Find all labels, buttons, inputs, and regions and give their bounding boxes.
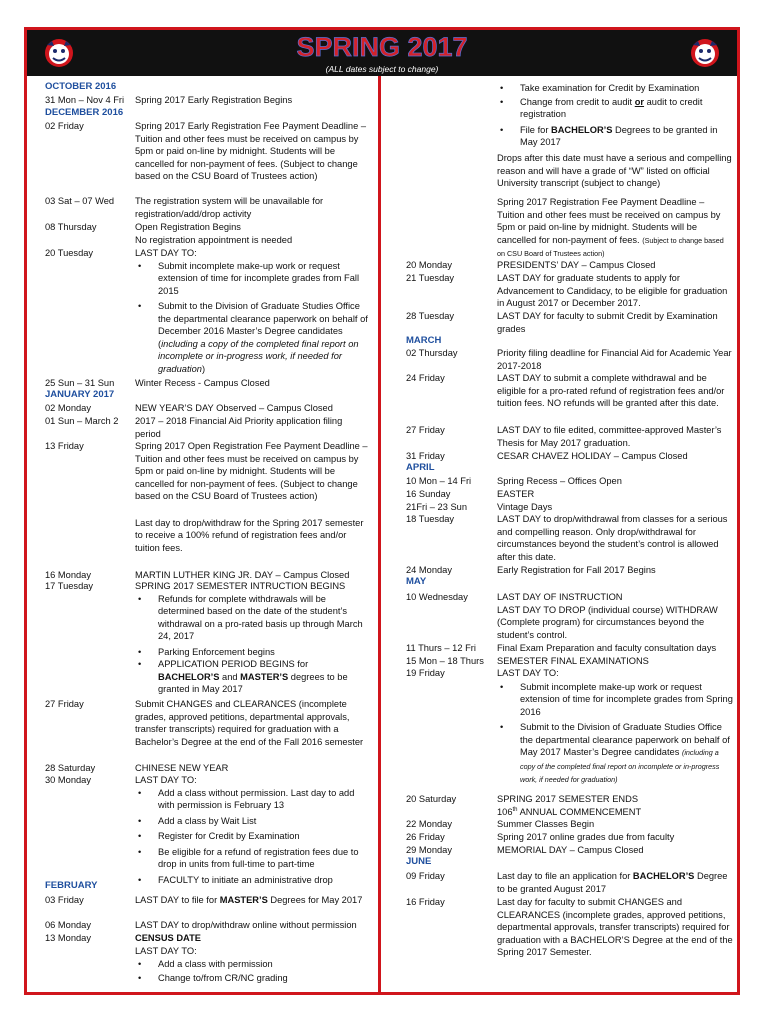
bullet-item xyxy=(135,658,369,696)
entry-line: SPRING 2017 SEMESTER INTRUCTION BEGINS xyxy=(135,581,346,591)
entry-text: LAST DAY to submit a complete withdrawal and be eligible for a pro-rated refund of registration fees and/or tuition fees. NO refunds will be granted after this date. xyxy=(497,373,725,408)
bullet-note: including a copy of the completed final report on incomplete or in-progress work, if needed for graduation xyxy=(158,338,359,374)
bullet-list xyxy=(135,787,369,887)
entry-line: LAST DAY TO: xyxy=(135,248,197,258)
bullet-bold: BACHELOR’S xyxy=(551,124,613,135)
entry-text: LAST DAY for faculty to submit Credit by Examination grades xyxy=(497,311,718,334)
entry-line: Open Registration Begins xyxy=(135,222,241,232)
entry-text: Submit CHANGES and CLEARANCES (incomplete grades, approved petitions, departmental approvals, transfer transcripts) required for graduation with a Bachelor’s Degree at the end of the Fall 2016 semester xyxy=(135,699,364,747)
bullet-item: • Add a class with permission xyxy=(135,958,369,971)
entry-date: 30 Monday xyxy=(45,775,91,785)
entry-note: (Subject to change based on CSU Board of Trustees action) xyxy=(497,235,724,258)
entry-date: 27 Friday xyxy=(406,425,445,435)
entry-date: 26 Friday xyxy=(406,832,445,842)
entry-bold: MASTER’S xyxy=(219,895,268,905)
entry-date: 21Fri – 23 Sun xyxy=(406,502,467,512)
entry-date: 16 Sunday xyxy=(406,489,451,499)
entry-line: LAST DAY TO: xyxy=(135,775,197,785)
entry-bold: BACHELOR’S xyxy=(632,871,695,881)
bullet-item xyxy=(497,96,733,121)
entry-text xyxy=(497,591,733,641)
entry-text: NEW YEAR’S DAY Observed – Campus Closed xyxy=(135,403,333,413)
entry-date: 21 Tuesday xyxy=(406,273,455,283)
entry-date: 03 Sat – 07 Wed xyxy=(45,196,115,206)
entry-date: 02 Thursday xyxy=(406,348,458,358)
entry-text: Spring Recess – Offices Open xyxy=(497,476,622,486)
bullet-list xyxy=(497,681,733,787)
entry-text: CHINESE NEW YEAR xyxy=(135,763,229,773)
bullet-item: • Be eligible for a refund of registration fees due to drop in units from full-time to part-time xyxy=(135,846,369,871)
entry-date: 28 Saturday xyxy=(45,763,96,773)
entry-date: 22 Monday xyxy=(406,819,452,829)
entry-line: LAST DAY TO: xyxy=(497,668,559,678)
entry-text: Winter Recess - Campus Closed xyxy=(135,378,270,388)
header-bar xyxy=(27,30,737,76)
bullet-note: (including a copy of the completed final report on incomplete or in-progress work, if needed for graduation) xyxy=(520,748,720,784)
entry-text: Vintage Days xyxy=(497,502,553,512)
bullet-text-end: ) xyxy=(201,363,206,374)
entry-date: 10 Wednesday xyxy=(406,592,468,602)
census-date: CENSUS DATE xyxy=(135,933,201,943)
month-label: JANUARY 2017 xyxy=(45,389,115,400)
bullet-item xyxy=(135,300,369,375)
entry-date: 13 Friday xyxy=(45,441,84,451)
month-label: MARCH xyxy=(406,335,442,346)
entry-date: 16 Monday xyxy=(45,570,91,580)
entry-text xyxy=(135,247,369,375)
entry-text: LAST DAY to drop/withdraw online without permission xyxy=(135,920,357,930)
entry-date: 24 Monday xyxy=(406,565,452,575)
bullet-item: • Parking Enforcement begins xyxy=(135,646,369,659)
bullet-item xyxy=(497,721,733,787)
entry-date: 06 Monday xyxy=(45,920,91,930)
entry-date: 24 Friday xyxy=(406,373,445,383)
bullet-text: and xyxy=(219,671,241,682)
entry-date: 17 Tuesday xyxy=(45,581,94,591)
entry-date: 11 Thurs – 12 Fri xyxy=(406,643,476,653)
column-divider xyxy=(378,76,381,992)
bullet-bold: BACHELOR’S xyxy=(158,671,220,682)
entry-text: Drops after this date must have a serious and compelling reason and will have a grade of “W” listed on official University transcript (subject to change) xyxy=(497,153,732,188)
entry-text-part: LAST DAY to file for xyxy=(135,895,220,905)
entry-date: 28 Tuesday xyxy=(406,311,455,321)
entry-text: SEMESTER FINAL EXAMINATIONS xyxy=(497,656,649,666)
entry-date: 18 Tuesday xyxy=(406,514,455,524)
entry-text: Spring 2017 Early Registration Fee Payment Deadline – Tuition and other fees must be received on campus by 5pm or paid on-line by midnight. Students will be cancelled for non-payment of fees. (Subject to change based on the CSU Board of Trustees action) xyxy=(135,121,367,181)
entry-text xyxy=(497,82,733,149)
entry-date: 02 Monday xyxy=(45,403,91,413)
month-label: APRIL xyxy=(406,462,435,473)
entry-date: 01 Sun – March 2 xyxy=(45,416,119,426)
entry-text: CESAR CHAVEZ HOLIDAY – Campus Closed xyxy=(497,451,688,461)
bullet-item: • Submit incomplete make-up work or request extension of time for incomplete grades from Fall 2015 xyxy=(135,260,369,298)
entry-text-part: ANNUAL COMMENCEMENT xyxy=(517,806,642,817)
page-subtitle: (ALL dates subject to change) xyxy=(325,64,439,74)
entry-line: No registration appointment is needed xyxy=(135,234,293,245)
entry-text: Final Exam Preparation and faculty consultation days xyxy=(497,643,717,653)
bullet-bold: or xyxy=(634,96,645,107)
entry-date: 02 Friday xyxy=(45,121,84,131)
bullet-item: • Add a class without permission. Last day to add with permission is February 13 xyxy=(135,787,369,812)
entry-text xyxy=(135,774,369,886)
entry-date: 20 Monday xyxy=(406,260,452,270)
entry-text-part: Last day to file an application for xyxy=(497,871,633,881)
entry-text xyxy=(135,894,369,907)
entry-date: 27 Friday xyxy=(45,699,84,709)
bullet-item: • Change to/from CR/NC grading xyxy=(135,972,369,985)
entry-text xyxy=(135,932,369,984)
entry-text: LAST DAY to file edited, committee-approved Master’s Thesis for May 2017 graduation. xyxy=(497,425,722,448)
entry-date: 29 Monday xyxy=(406,845,452,855)
bulldog-logo-icon xyxy=(687,37,723,69)
ordinal-suffix: th xyxy=(512,806,518,813)
entry-text: 2017 – 2018 Financial Aid Priority application filing period xyxy=(135,416,343,439)
bullet-text: Degrees to be granted in May 2017 xyxy=(520,124,718,147)
entry-date: 20 Saturday xyxy=(406,794,457,804)
entry-line: LAST DAY TO: xyxy=(135,945,197,956)
entry-date: 09 Friday xyxy=(406,871,445,881)
bullet-text: degrees to be granted in May 2017 xyxy=(158,671,348,694)
entry-date: 31 Mon – Nov 4 Fri xyxy=(45,95,125,105)
entry-date: 31 Friday xyxy=(406,451,445,461)
bullet-text: Submit to the Division of Graduate Studies Office the departmental clearance paperwork on behalf of December 2016 Master’s Degree candidates ( xyxy=(158,301,368,349)
bullet-item: • Take examination for Credit by Examination xyxy=(497,82,733,95)
entry-text: Last day for faculty to submit CHANGES and CLEARANCES (incomplete grades, approved petitions, departmental approvals, transfer transcripts) required for graduation with a BACHELOR’S Degree at the end of the Spring 2017 Semester. xyxy=(497,897,733,957)
entry-text: MEMORIAL DAY – Campus Closed xyxy=(497,845,644,855)
bullet-text: Change from credit to audit xyxy=(520,96,635,107)
entry-text-part: Degree to be granted August 2017 xyxy=(497,871,728,894)
month-label: MAY xyxy=(406,576,427,587)
entry-date: 20 Tuesday xyxy=(45,248,94,258)
entry-text: Priority filing deadline for Financial Aid for Academic Year 2017-2018 xyxy=(497,348,732,371)
month-label: FEBRUARY xyxy=(45,880,98,891)
bullet-item: • Submit incomplete make-up work or request extension of time for incomplete grades from Spring 2016 xyxy=(497,681,733,719)
entry-text xyxy=(135,580,369,696)
bullet-item: • Refunds for complete withdrawals will be determined based on the date of the student’s withdrawal on a pro-rated basis up through March 24, 2017 xyxy=(135,593,369,643)
bullet-list xyxy=(135,593,369,696)
entry-text: Early Registration for Fall 2017 Begins xyxy=(497,565,656,575)
bullet-text: APPLICATION PERIOD BEGINS for xyxy=(158,659,309,669)
entry-text xyxy=(497,196,733,261)
entry-date: 03 Friday xyxy=(45,895,84,905)
bullet-item: • Add a class by Wait List xyxy=(135,815,369,828)
month-label: JUNE xyxy=(406,856,432,867)
bullet-item: • Register for Credit by Examination xyxy=(135,830,369,843)
entry-line: LAST DAY OF INSTRUCTION xyxy=(497,592,623,602)
entry-line: SPRING 2017 SEMESTER ENDS xyxy=(497,794,639,804)
entry-text: MARTIN LUTHER KING JR. DAY – Campus Closed xyxy=(135,570,350,580)
entry-date: 25 Sun – 31 Sun xyxy=(45,378,115,388)
entry-text: The registration system will be unavailable for registration/add/drop activity xyxy=(135,196,324,219)
bullet-text: audit to credit registration xyxy=(520,96,703,119)
entry-text xyxy=(497,793,733,818)
entry-text xyxy=(497,667,733,787)
entry-date: 08 Thursday xyxy=(45,222,97,232)
entry-date: 19 Friday xyxy=(406,668,445,678)
entry-text: Spring 2017 Early Registration Begins xyxy=(135,95,293,105)
entry-text: Summer Classes Begin xyxy=(497,819,595,829)
month-label: DECEMBER 2016 xyxy=(45,107,124,118)
bullet-item xyxy=(497,124,733,149)
bullet-bold: MASTER’S xyxy=(240,671,289,682)
entry-date: 13 Monday xyxy=(45,933,91,943)
entry-text: LAST DAY to drop/withdrawal from classes for a serious and compelling reason. Only drop/withdrawal for circumstances beyond the student’s control is allowed after this date. xyxy=(497,514,728,562)
entry-line: LAST DAY TO DROP (individual course) WITHDRAW (Complete program) for circumstances beyond the student’s control. xyxy=(497,604,718,640)
page-title: SPRING 2017 xyxy=(296,32,468,62)
bullet-item: • FACULTY to initiate an administrative drop xyxy=(135,874,369,887)
entry-text: LAST DAY for graduate students to apply for Advancement to Candidacy, to be eligible for graduation in August 2017 or December 2017. xyxy=(497,273,728,308)
bullet-text: Submit to the Division of Graduate Studies Office the departmental clearance paperwork on behalf of May 2017 Master’s Degree candidates xyxy=(520,722,730,757)
entry-line: Last day to drop/withdraw for the Spring 2017 semester to receive a 100% refund of registration fees and/or tuition fees. xyxy=(135,517,364,553)
bullet-list xyxy=(497,82,733,149)
entry-date: 10 Mon – 14 Fri xyxy=(406,476,472,486)
bullet-list xyxy=(135,260,369,376)
entry-text xyxy=(135,440,369,554)
entry-line: Spring 2017 Open Registration Fee Payment Deadline – Tuition and other fees must be received on campus by 5pm or paid on-line by midnight. Students will be cancelled for non-payment of fees. (Subject to change based on the CSU Board of Trustees action) xyxy=(135,441,368,501)
entry-text: EASTER xyxy=(497,489,535,499)
entry-text: Spring 2017 online grades due from faculty xyxy=(497,832,675,842)
entry-text-part: Degrees for May 2017 xyxy=(267,895,363,905)
entry-date: 16 Friday xyxy=(406,897,445,907)
bullet-list xyxy=(135,958,369,984)
entry-text: PRESIDENTS’ DAY – Campus Closed xyxy=(497,260,656,270)
bullet-text: File for xyxy=(520,124,551,135)
entry-line xyxy=(497,806,733,819)
entry-text-part: Spring 2017 Registration Fee Payment Deadline – Tuition and other fees must be received on campus by 5pm or paid on-line by midnight. Students will be cancelled for non-payment of fees. xyxy=(497,197,721,245)
month-label: OCTOBER 2016 xyxy=(45,81,117,92)
entry-text xyxy=(135,221,369,246)
entry-text-part: 106 xyxy=(497,806,513,817)
entry-date: 15 Mon – 18 Thurs xyxy=(406,656,484,666)
entry-text xyxy=(497,870,733,895)
